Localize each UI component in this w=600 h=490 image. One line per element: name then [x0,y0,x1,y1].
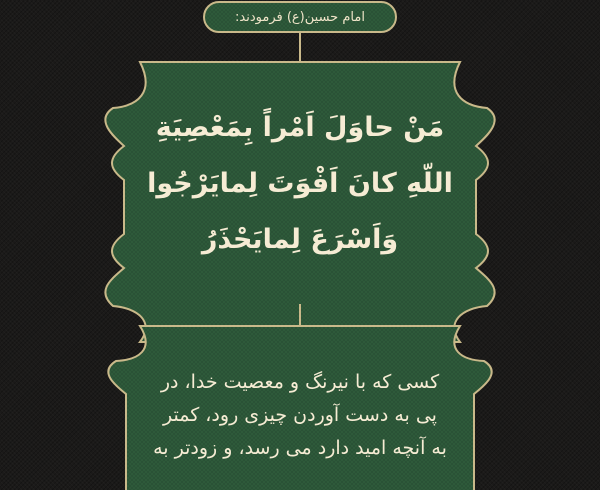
attribution-text: امام حسین(ع) فرمودند: [235,10,365,25]
translation-line: پی به دست آوردن چیزی رود، کمتر [163,404,437,426]
hadith-line: مَنْ حاوَلَ اَمْراً بِمَعْصِيَةِ [155,112,445,143]
hadith-text-block [120,100,480,268]
hadith-line: وَاَسْرَعَ لِمايَحْذَرُ [201,224,399,255]
translation-text-block [110,366,490,465]
translation-line: به آنچه امید دارد می رسد، و زودتر به [153,437,447,459]
hadith-line: اللّهِ كانَ اَفْوَتَ لِمايَرْجُوا [147,168,453,199]
translation-line: کسی که با نیرنگ و معصیت خدا، در [160,371,440,393]
